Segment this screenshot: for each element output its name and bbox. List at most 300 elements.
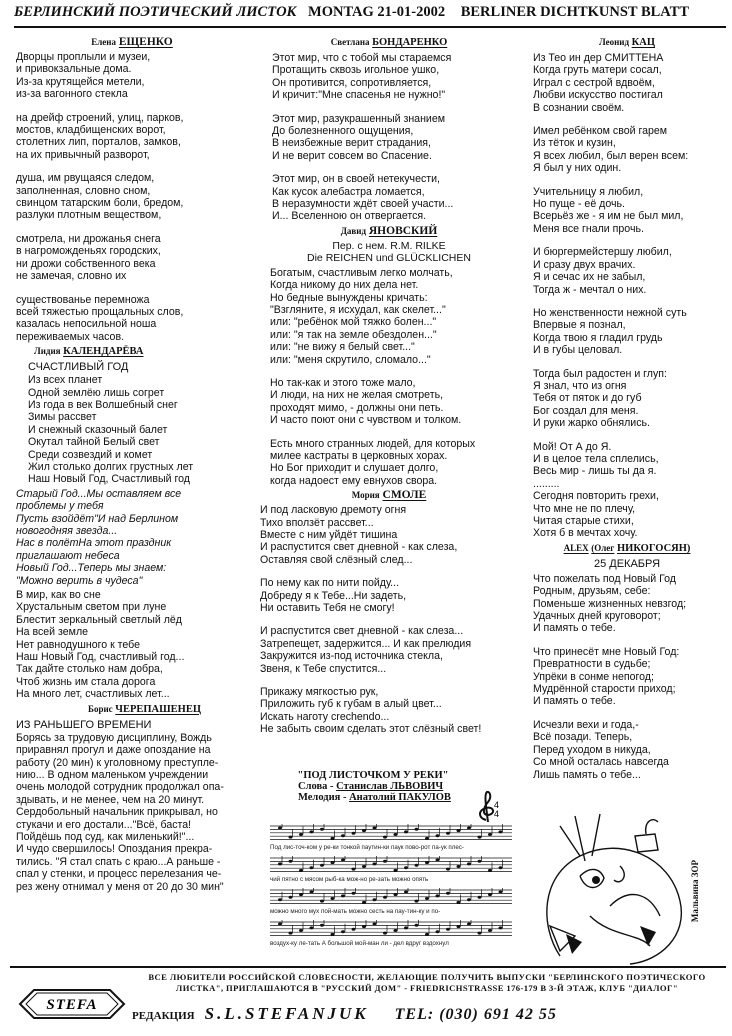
note: [310, 830, 314, 833]
text-line: Когда твою я гладил грудь: [533, 331, 663, 344]
stanza-gap: [533, 357, 727, 368]
note: [341, 930, 345, 933]
text-line: Искать наготу crechendo...: [260, 710, 390, 723]
text-line: когда надоест ему евнухов свора.: [270, 474, 438, 487]
text-line: мостов, кладбищенских ворот,: [16, 124, 166, 137]
text-line: Закружится из-под источника стекла,: [260, 650, 443, 663]
text-line: стукачи и его достали..."Всё, баста!: [16, 818, 192, 831]
note: [299, 869, 303, 872]
text-line: Я всех любил, был верен всем:: [533, 149, 689, 162]
text-line: Из всех планет: [28, 374, 103, 387]
text-line: Звеня, к Тебе спустится...: [260, 662, 387, 675]
masthead-title-de: BERLINER DICHTKUNST BLATT: [460, 4, 690, 20]
text-line: новогодняя звезда...: [16, 525, 118, 537]
text-line: Есть много странных людей, для которых: [270, 437, 476, 450]
text-line: Играл с сестрой вдвоём,: [533, 76, 655, 89]
text-line: И люди, на них не желая смотреть,: [270, 389, 444, 402]
text-line: И в губы целовал.: [533, 344, 623, 357]
treble-clef-icon: [474, 788, 504, 822]
note: [289, 860, 293, 863]
note: [457, 901, 461, 904]
music-staff-1: [270, 824, 512, 842]
text-line: В неразумности ждёт своей участи...: [272, 198, 454, 211]
text-line: На всей земле: [16, 626, 89, 639]
translation-note: Пер. с нем. R.M. RILKE: [332, 239, 446, 252]
author-eshchenko: Елена ЕЩЕНКО: [91, 36, 173, 48]
note: [446, 928, 450, 931]
stanza-gap: [16, 101, 248, 112]
text-line: нию... В одном маленьком учреждении: [16, 768, 209, 781]
note: [289, 836, 293, 839]
text-line: И часто поют они с чувством и толком.: [270, 414, 462, 427]
text-line: Со мной осталась навсегда: [533, 756, 669, 769]
text-line: И под ласковую дремоту огня: [260, 504, 407, 517]
note: [331, 861, 335, 864]
text-line: Чтоб жизнь им стала дорога: [16, 675, 156, 688]
note: [404, 926, 408, 929]
text-line: Жил столько долгих грустных лет: [28, 460, 194, 473]
stanza-gap: [16, 283, 248, 294]
stanza-gap: [533, 296, 727, 307]
text-line: Когда никому до них дела нет.: [270, 279, 419, 292]
note: [425, 837, 429, 840]
text-line: в нагроможденьях городских,: [16, 245, 161, 258]
stanza-gap: [16, 161, 248, 172]
stanza-gap: [272, 162, 520, 173]
poem-title-reichen: Die REICHEN und GLÜCKLICHEN: [307, 252, 471, 265]
text-line: Одной землёю лишь согрет: [28, 386, 165, 399]
note: [499, 926, 503, 929]
text-line: Перед уходом в никуда,: [533, 743, 651, 756]
text-line: очень молодой сотрудник продолжал опа-: [16, 781, 224, 794]
stanza-gap: [16, 222, 248, 233]
note: [383, 860, 387, 863]
author-kalendareva: Лидия КАЛЕНДАРЁВА: [34, 346, 144, 358]
text-line: Я был у них один.: [533, 162, 622, 175]
note: [320, 924, 324, 927]
note: [478, 932, 482, 935]
text-line: Наш Новый Год, Счастливый год: [28, 473, 190, 486]
text-line: Всё позади. Теперь,: [533, 731, 633, 744]
note: [425, 933, 429, 936]
music-staff-2: [270, 856, 512, 874]
editor-name: S.L.STEFANJUK: [204, 1004, 369, 1023]
note: [467, 827, 471, 830]
note: [289, 896, 293, 899]
text-line: свинцом татарским боли, бредом,: [16, 197, 184, 210]
text-line: И распустится свет дневной - как слеза,: [260, 541, 458, 554]
song-lyric-line-1: Под лис-точ-ком у ре-ки тонкой паутин-ки паук пово-рот па-ук плес-: [270, 844, 464, 851]
column-left: [16, 34, 248, 895]
text-line: Этот мир, он в своей нетекучести,: [272, 173, 440, 186]
note: [425, 861, 429, 864]
poem-title-25-dekabrya: 25 ДЕКАБРЯ: [593, 557, 661, 570]
text-line: переживаемых часов.: [16, 330, 125, 343]
note: [436, 834, 440, 837]
text-line: В сознании своём.: [533, 101, 625, 114]
song-words-credit: Слова - Станислав ЛЬВОВИЧ: [298, 781, 444, 792]
text-line: Борясь за трудовую дисциплину, Вождь: [16, 731, 212, 744]
note: [404, 866, 408, 869]
note: [436, 859, 440, 862]
text-line: Сегодня повторить грехи,: [533, 490, 659, 503]
text-line: Не забыть своим сделать этот слёзный свет!: [260, 723, 482, 736]
text-line: работу (20 мин) к уголовному преступле-: [16, 756, 219, 769]
text-line: Как кусок алебастра ломается,: [272, 185, 425, 198]
poem-kalendareva-part1: [16, 374, 248, 486]
editor-phone: TEL: (030) 691 42 55: [394, 1006, 557, 1023]
text-line: Этот мир, что с тобой мы стараемся: [272, 52, 452, 64]
stanza-gap: [533, 114, 727, 125]
note: [278, 827, 282, 830]
stanza-gap: [260, 566, 520, 577]
note: [499, 891, 503, 894]
note: [299, 833, 303, 836]
note: [299, 893, 303, 896]
note: [320, 864, 324, 867]
note: [341, 834, 345, 837]
text-line: проходят мимо, - должны они петь.: [270, 401, 444, 414]
text-line: И снежный сказочный балет: [28, 423, 168, 436]
note: [478, 860, 482, 863]
note: [425, 897, 429, 900]
note: [457, 925, 461, 928]
text-line: на их привычный разворот,: [16, 148, 150, 161]
text-line: Я знал, что из огня: [533, 379, 627, 392]
note: [499, 830, 503, 833]
text-line: Тихо вползёт рассвет...: [260, 516, 374, 529]
song-lyric-line-2: чий пятно с мясом рыб-ка мож-но ре-зать можно опять: [270, 876, 429, 883]
note: [289, 932, 293, 935]
stanza-gap: [533, 708, 727, 719]
note: [446, 832, 450, 835]
stanza-gap: [533, 235, 727, 246]
text-line: Учительницу я любил,: [533, 185, 644, 198]
text-line: Дворцы проплыли и музеи,: [16, 51, 151, 63]
text-line: Богатым, счастливым легко молчать,: [270, 266, 453, 279]
text-line: И память о тебе.: [533, 622, 616, 635]
text-line: Нет равнодушного к тебе: [16, 638, 141, 651]
text-line: рез жену отнимал у меня от 20 до 30 мин": [16, 880, 224, 893]
text-line: .........: [533, 477, 560, 490]
stanza-gap: [260, 675, 520, 686]
text-line: из-за вагонного стекла: [16, 88, 128, 101]
poem-eshchenko: [16, 51, 248, 343]
note: [467, 898, 471, 901]
stanza-gap: [270, 366, 520, 377]
song-sheet: [262, 770, 524, 960]
stefa-logo-text: STEFA: [46, 997, 98, 1013]
note: [383, 836, 387, 839]
text-line: Окутал тайной Белый свет: [28, 436, 160, 449]
footer-notice: ВСЕ ЛЮБИТЕЛИ РОССИЙСКОЙ СЛОВЕСНОСТИ, ЖЕЛАЮЩИЕ ПОЛУЧИТЬ ВЫПУСКИ "БЕРЛИНСКОГО ПОЭТИЧЕСКОГО ЛИСТКА", ПРИГЛАШАЮТСЯ В "РУССКИЙ ДОМ" - FRIEDRICHSTRASSE 176-179 В 3-Й ЭТАЖ, КЛУБ "ДИАЛОГ": [148, 972, 706, 993]
text-line: По нему как по нити пойду...: [260, 577, 400, 590]
note: [394, 893, 398, 896]
masthead-title-ru: БЕРЛИНСКИЙ ПОЭТИЧЕСКИЙ ЛИСТОК: [14, 4, 297, 20]
text-line: Оставляя свой слёзный след...: [260, 553, 413, 566]
text-line: И руки жарко обнялись.: [533, 417, 650, 430]
text-line: Вместе с ним уйдёт тишина: [260, 529, 398, 541]
text-line: Родным, друзьям, себе:: [533, 585, 651, 598]
author-cherepashenets: Борис ЧЕРЕПАШЕНЕЦ: [88, 703, 202, 715]
text-line: Всерьёз же - я им не был мил,: [533, 210, 684, 223]
text-line: Среди созвездий и комет: [28, 448, 153, 461]
note: [278, 862, 282, 865]
story-cherepashenets: [16, 732, 248, 893]
text-line: разлуки плотным веществом,: [16, 209, 162, 222]
masthead: [14, 4, 726, 28]
text-line: Бог создал для меня.: [533, 404, 639, 417]
note: [415, 864, 419, 867]
stanza-gap: [533, 635, 727, 646]
text-line: Лишь память о тебе...: [533, 768, 641, 781]
note: [310, 866, 314, 869]
text-line: Меня все гнали прочь.: [533, 222, 644, 235]
text-line: Упрёки в сонме непогод;: [533, 670, 654, 683]
stanza-gap: [270, 427, 520, 438]
note: [394, 869, 398, 872]
note: [362, 901, 366, 904]
text-line: И не верит совсем во Спасение.: [272, 149, 432, 162]
text-line: На много лет, счастливых лет...: [16, 688, 170, 701]
song-lyric-line-3: можно много мух пой-мать можно сесть на пау-тин-ку и по-: [270, 908, 441, 915]
text-line: Ни оставить Тебя не смогу!: [260, 602, 395, 615]
note: [436, 930, 440, 933]
stefa-logo: [16, 988, 128, 1020]
stanza-gap: [260, 614, 520, 625]
note: [331, 897, 335, 900]
note: [467, 923, 471, 926]
author-kats: Леонид КАЦ: [598, 37, 656, 48]
text-line: милее кастраты в церковных хорах.: [270, 449, 448, 462]
illustrator-signature: Мальвина ЗОР: [690, 860, 700, 923]
text-line: Удачных дней круговорот;: [533, 610, 661, 623]
author-nikogosyan: ALEX (Олег НИКОГОСЯН): [563, 542, 691, 554]
author-bondarenko: Светлана БОНДАРЕНКО: [330, 37, 448, 48]
text-line: проблемы у тебя: [16, 500, 104, 513]
note: [446, 892, 450, 895]
note: [415, 828, 419, 831]
footer: [10, 966, 726, 1032]
christmas-ornament-illustration: [520, 806, 700, 966]
text-line: Из-за крутящейся метели,: [16, 75, 145, 88]
text-line: Тебя от пяток и до губ: [533, 392, 642, 405]
text-line: Сердобольный начальник прикрывал, но: [16, 806, 218, 819]
text-line: Хрустальным светом при луне: [16, 601, 167, 614]
note: [488, 833, 492, 836]
note: [373, 827, 377, 830]
text-line: И сразу двух врачих.: [533, 258, 636, 271]
text-line: Тогда был радостен и глуп:: [533, 367, 667, 380]
text-line: И в целое тела сплелись,: [533, 452, 659, 465]
note: [478, 896, 482, 899]
note: [341, 859, 345, 862]
note: [467, 862, 471, 865]
text-line: Старый Год...Мы оставляем все: [16, 487, 182, 500]
poem-kalendareva-part2: [16, 488, 248, 587]
song-music-credit: Мелодия - Анатолий ПАКУЛОВ: [298, 792, 451, 803]
column-right: [527, 34, 727, 783]
text-line: Хотя б в мечтах хочу.: [533, 527, 638, 540]
note: [373, 923, 377, 926]
note: [383, 896, 387, 899]
text-line: Добреду я к Тебе...Ни задеть,: [260, 589, 407, 602]
note: [310, 926, 314, 929]
text-line: Читая старые стихи,: [533, 515, 634, 527]
note: [415, 924, 419, 927]
note: [394, 929, 398, 932]
text-line: Пусть взойдёт"И над Берлином: [16, 512, 179, 525]
note: [362, 829, 366, 832]
text-line: Новый Год...Теперь мы знаем:: [16, 562, 167, 575]
poem-title-schastlivy-god: СЧАСТЛИВЫЙ ГОД: [28, 361, 129, 374]
text-line: В мир, как во сне: [16, 589, 101, 602]
note: [352, 892, 356, 895]
svg-text:4: 4: [494, 800, 500, 810]
note: [488, 893, 492, 896]
poem-kats: [527, 52, 727, 540]
note: [362, 865, 366, 868]
text-line: казалась непосильной ноша: [16, 318, 157, 331]
text-line: Но пуще - её дочь.: [533, 198, 625, 211]
note: [331, 933, 335, 936]
editor-label: РЕДАКЦИЯ: [132, 1010, 195, 1022]
text-line: Тогда ж - мечтал о них.: [533, 283, 647, 296]
note: [373, 898, 377, 901]
note: [488, 869, 492, 872]
text-line: И распустится свет дневной - как слеза...: [260, 625, 464, 638]
note: [478, 836, 482, 839]
text-line: Затрепещет, задержится... И как прелюдия: [260, 637, 472, 650]
stanza-gap: [533, 430, 727, 441]
text-line: Что мне не по плечу,: [533, 502, 636, 515]
text-line: Этот мир, разукрашенный знанием: [272, 112, 446, 125]
text-line: Но бедные вынуждены кричать:: [270, 291, 428, 304]
text-line: Мой! От А до Я.: [533, 440, 612, 453]
text-line: на дрейф строений, улиц, парков,: [16, 111, 184, 124]
note: [404, 830, 408, 833]
author-yanovsky: Давид ЯНОВСКИЙ: [340, 224, 438, 237]
text-line: И... Вселенною он отвергается.: [272, 210, 427, 223]
song-title: "ПОД ЛИСТОЧКОМ У РЕКИ": [297, 770, 449, 781]
note: [415, 900, 419, 903]
text-line: Он противится, сопротивляется,: [272, 76, 432, 89]
note: [299, 929, 303, 932]
note: [383, 932, 387, 935]
text-line: Прикажу мягкостью рук,: [260, 686, 379, 699]
text-line: Так дайте столько нам добра,: [16, 663, 163, 676]
text-line: Пойдёшь под суд, как миленький!"...: [16, 830, 195, 843]
text-line: Весь мир - лишь ты да я.: [533, 465, 657, 478]
text-line: Зимы рассвет: [28, 411, 97, 424]
note: [331, 837, 335, 840]
text-line: приглашают небеса: [16, 549, 120, 562]
text-line: Наш Новый Год, счастливый год...: [16, 651, 185, 664]
text-line: В неизбежные верит страдания,: [272, 137, 431, 150]
text-line: И кричит:"Мне спасенья не нужно!": [272, 89, 446, 102]
text-line: Что пожелать под Новый Год: [533, 572, 676, 585]
note: [457, 829, 461, 832]
text-line: До болезненного ощущения,: [272, 125, 414, 138]
text-line: тились. "Я стал спать с краю...А раньше -: [16, 855, 221, 868]
text-line: Протащить сквозь игольное ушко,: [272, 64, 440, 77]
text-line: Но женственности нежной суть: [533, 306, 687, 319]
text-line: спал у стенки, и процесс перелезания че-: [16, 868, 222, 881]
text-line: Мудрённой старости приход;: [533, 683, 676, 696]
text-line: столетних лип, порталов, замков,: [16, 136, 181, 149]
text-line: Я и сечас их не забыл,: [533, 271, 646, 284]
masthead-date: MONTAG 21-01-2002: [308, 4, 446, 20]
text-line: или: "я так на земле обездолен...": [270, 328, 437, 341]
poem-yanovsky: [258, 267, 520, 488]
note: [320, 900, 324, 903]
note: [352, 868, 356, 871]
text-line: Приложить губ к губам в алый цвет...: [260, 698, 442, 711]
text-line: Любви искусство постигал: [533, 89, 663, 102]
text-line: Поменьше жизненных невзгод;: [533, 597, 687, 610]
story-title-iz-ranshego: ИЗ РАНЬШЕГО ВРЕМЕНИ: [16, 718, 152, 731]
text-line: душа, им рвущаяся следом,: [16, 172, 155, 185]
note: [446, 868, 450, 871]
text-line: заполненная, словно сном,: [16, 184, 151, 197]
note: [488, 929, 492, 932]
text-line: или: "не вижу я белый свет...": [270, 341, 415, 354]
music-staff-4: [270, 920, 512, 938]
note: [499, 866, 503, 869]
note: [341, 894, 345, 897]
note: [404, 891, 408, 894]
text-line: не замечая, словно их: [16, 270, 127, 283]
text-line: здывать, и не менее, чем на 20 минут.: [16, 793, 205, 806]
svg-text:4: 4: [494, 809, 500, 819]
text-line: ни дрожи собственного века: [16, 257, 156, 270]
text-line: И память о тебе.: [533, 695, 616, 708]
text-line: Что принесёт мне Новый Год:: [533, 645, 680, 658]
text-line: И бюргермейстершу любил,: [533, 246, 672, 259]
text-line: и привокзальные дома.: [16, 63, 132, 76]
text-line: смотрела, ни дрожанья снега: [16, 232, 161, 245]
editorial-line: [132, 1004, 726, 1032]
text-line: Исчезли вехи и года,-: [533, 718, 639, 731]
stanza-gap: [272, 102, 520, 113]
note: [352, 832, 356, 835]
text-line: Но так-как и этого тоже мало,: [270, 376, 416, 389]
column-middle: [258, 34, 520, 738]
text-line: или: "ребёнок мой тяжко болен...": [270, 316, 437, 329]
note: [394, 833, 398, 836]
text-line: Из года в век Волшебный снег: [28, 398, 178, 411]
note: [436, 894, 440, 897]
text-line: Превратности в судьбе;: [533, 658, 651, 671]
note: [362, 925, 366, 928]
text-line: И чудо свершилось! Опоздания прекра-: [16, 843, 213, 856]
text-line: или: "меня скрутило, сломало...": [270, 353, 431, 366]
text-line: Из Тео ин дер СМИТТЕНА: [533, 52, 664, 64]
text-line: Когда груть матери сосал,: [533, 64, 662, 77]
poem-nikogosyan: [527, 573, 727, 781]
poem-smole: [258, 504, 520, 736]
note: [320, 828, 324, 831]
text-line: Имел ребёнком свой гарем: [533, 125, 668, 138]
text-line: Впервые я познал,: [533, 319, 626, 332]
note: [373, 862, 377, 865]
author-smole: Мория СМОЛЕ: [351, 489, 427, 502]
text-line: Нас в полётНа этот праздник: [16, 537, 172, 550]
text-line: приравнял прогул и даже опоздание на: [16, 744, 211, 757]
song-lyric-line-4: воздух-ку ле-тать А большой мой-ман ли - дел вдруг вздохнул: [270, 940, 449, 947]
note: [278, 898, 282, 901]
text-line: существованье перемножа: [16, 293, 150, 306]
